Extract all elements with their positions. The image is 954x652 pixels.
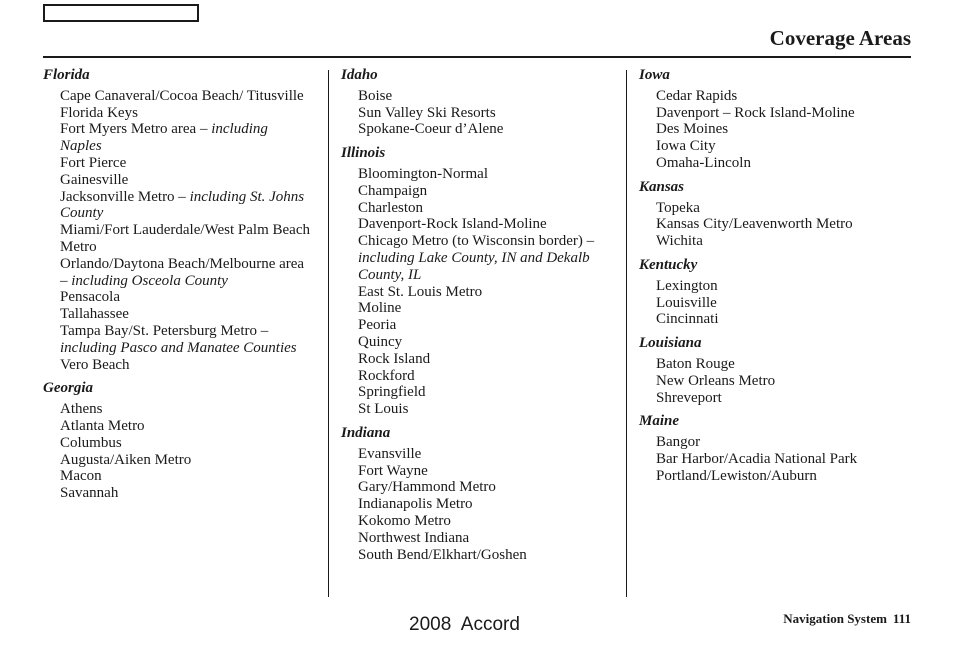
coverage-area — [43, 105, 313, 122]
area-name: Spokane-Coeur d’Alene — [358, 121, 504, 138]
area-name: Boise — [358, 87, 393, 104]
area-name: Davenport-Rock Island-Moline — [358, 216, 547, 233]
coverage-column-1 — [43, 67, 313, 502]
coverage-area — [43, 485, 313, 502]
area-name: Athens — [60, 401, 103, 418]
coverage-area — [341, 463, 611, 480]
coverage-area — [43, 155, 313, 172]
coverage-area — [341, 530, 611, 547]
coverage-area — [341, 479, 611, 496]
area-name: Fort Wayne — [358, 462, 428, 479]
state-group — [43, 380, 313, 502]
coverage-area — [639, 155, 909, 172]
coverage-area — [341, 233, 611, 283]
coverage-area — [639, 451, 909, 468]
coverage-column-3 — [639, 67, 909, 485]
area-name: Kansas City/Leavenworth Metro — [656, 216, 853, 233]
coverage-area — [43, 222, 313, 256]
area-name: Peoria — [358, 317, 397, 334]
coverage-area — [639, 105, 909, 122]
coverage-area — [341, 401, 611, 418]
coverage-area — [639, 390, 909, 407]
area-name: Rockford — [358, 367, 415, 384]
coverage-area — [341, 547, 611, 564]
coverage-area — [341, 317, 611, 334]
coverage-area — [341, 300, 611, 317]
area-name: Macon — [60, 468, 102, 485]
area-name: East St. Louis Metro — [358, 283, 483, 300]
area-name: Charleston — [358, 199, 423, 216]
state-group — [639, 179, 909, 250]
coverage-area — [341, 121, 611, 138]
column-divider — [626, 70, 627, 597]
state-heading: Georgia — [43, 380, 93, 397]
area-name: Orlando/Daytona Beach/Melbourne area – — [60, 255, 305, 289]
area-name: Kokomo Metro — [358, 512, 451, 529]
area-name: Florida Keys — [60, 104, 138, 121]
area-note: including Naples — [60, 121, 268, 155]
state-group — [639, 257, 909, 328]
area-name: Jacksonville Metro – — [60, 188, 190, 205]
area-name: Lexington — [656, 277, 718, 294]
area-name: Pensacola — [60, 289, 120, 306]
area-name: New Orleans Metro — [656, 372, 776, 389]
area-name: Vero Beach — [60, 356, 130, 373]
page-number: 111 — [892, 611, 911, 626]
coverage-area — [43, 468, 313, 485]
header-tab-box — [43, 4, 199, 22]
coverage-area — [639, 233, 909, 250]
state-group — [639, 413, 909, 484]
area-name: Portland/Lewiston/Auburn — [656, 467, 817, 484]
area-name: Columbus — [60, 434, 122, 451]
area-name: Champaign — [358, 182, 428, 199]
coverage-area — [639, 434, 909, 451]
area-name: Chicago Metro (to Wisconsin border) — [358, 233, 587, 250]
area-name: Sun Valley Ski Resorts — [358, 104, 496, 121]
state-heading: Florida — [43, 67, 90, 83]
area-name: Louisville — [656, 294, 717, 311]
coverage-area — [341, 334, 611, 351]
area-note: including St. Johns County — [60, 188, 305, 222]
area-name: Gary/Hammond Metro — [358, 479, 496, 496]
coverage-area — [43, 88, 313, 105]
area-note: – including Lake County, IN and Dekalb County, IL — [358, 233, 595, 283]
area-name: Evansville — [358, 445, 422, 462]
footer-section-label: Navigation System — [783, 611, 887, 626]
area-name: Shreveport — [656, 389, 722, 406]
coverage-area — [639, 468, 909, 485]
coverage-area — [639, 88, 909, 105]
area-name: Springfield — [358, 384, 426, 401]
state-heading: Indiana — [341, 424, 391, 441]
state-heading: Kentucky — [639, 256, 698, 273]
area-name: Tampa Bay/St. Petersburg Metro – — [60, 322, 269, 339]
state-group — [639, 335, 909, 406]
area-name: Augusta/Aiken Metro — [60, 451, 192, 468]
coverage-area — [43, 418, 313, 435]
area-note: including Osceola County — [71, 272, 228, 289]
coverage-area — [341, 368, 611, 385]
area-name: Bar Harbor/Acadia National Park — [656, 450, 858, 467]
coverage-area — [639, 373, 909, 390]
area-name: Bloomington-Normal — [358, 165, 488, 182]
area-note: including Pasco and Manatee Counties — [60, 339, 297, 356]
coverage-area — [43, 172, 313, 189]
state-group — [43, 67, 313, 373]
state-group — [341, 145, 611, 418]
coverage-area — [639, 311, 909, 328]
coverage-area — [341, 216, 611, 233]
area-name: Bangor — [656, 434, 701, 451]
coverage-area — [43, 306, 313, 323]
area-name: Fort Myers Metro area – — [60, 121, 212, 138]
coverage-area — [43, 357, 313, 374]
state-group — [341, 67, 611, 138]
coverage-area — [341, 88, 611, 105]
coverage-area — [43, 256, 313, 290]
coverage-area — [43, 189, 313, 223]
state-heading: Iowa — [639, 67, 670, 83]
coverage-area — [341, 446, 611, 463]
column-divider — [328, 70, 329, 597]
area-name: Wichita — [656, 233, 703, 250]
coverage-area — [639, 200, 909, 217]
coverage-area — [639, 278, 909, 295]
area-name: St Louis — [358, 401, 409, 418]
coverage-area — [341, 513, 611, 530]
coverage-area — [43, 435, 313, 452]
area-name: Tallahassee — [60, 306, 129, 323]
coverage-area — [341, 284, 611, 301]
header-rule — [43, 56, 911, 58]
coverage-area — [639, 295, 909, 312]
coverage-area — [639, 216, 909, 233]
coverage-area — [43, 401, 313, 418]
page-title: Coverage Areas — [769, 26, 911, 50]
area-name: Quincy — [358, 333, 403, 350]
area-name: Fort Pierce — [60, 154, 127, 171]
area-name: Cape Canaveral/Cocoa Beach/ Titusville — [60, 87, 304, 104]
area-name: Miami/Fort Lauderdale/West Palm Beach Metro — [60, 222, 310, 255]
state-heading: Maine — [639, 413, 680, 430]
area-name: Indianapolis Metro — [358, 496, 473, 513]
coverage-area — [341, 496, 611, 513]
coverage-area — [43, 452, 313, 469]
coverage-column-2 — [341, 67, 611, 563]
coverage-area — [341, 351, 611, 368]
area-name: Omaha-Lincoln — [656, 154, 751, 171]
area-name: Atlanta Metro — [60, 417, 145, 434]
area-name: Iowa City — [656, 138, 716, 155]
coverage-area — [43, 289, 313, 306]
coverage-area — [639, 121, 909, 138]
area-name: Moline — [358, 300, 402, 317]
area-name: Cincinnati — [656, 311, 719, 328]
state-group — [341, 425, 611, 563]
area-name: Baton Rouge — [656, 355, 735, 372]
coverage-area — [639, 138, 909, 155]
coverage-area — [43, 323, 313, 357]
coverage-area — [341, 105, 611, 122]
coverage-area — [341, 200, 611, 217]
state-group — [639, 67, 909, 172]
area-name: Cedar Rapids — [656, 87, 738, 104]
area-name: Des Moines — [656, 121, 729, 138]
footer-section — [783, 611, 911, 627]
area-name: Rock Island — [358, 350, 431, 367]
coverage-area — [341, 166, 611, 183]
area-name: Topeka — [656, 199, 700, 216]
coverage-area — [341, 384, 611, 401]
state-heading: Louisiana — [639, 335, 702, 352]
coverage-area — [639, 356, 909, 373]
area-name: South Bend/Elkhart/Goshen — [358, 546, 527, 563]
area-name: Davenport – Rock Island-Moline — [656, 104, 855, 121]
state-heading: Idaho — [341, 67, 378, 83]
area-name: Gainesville — [60, 171, 129, 188]
coverage-area — [43, 121, 313, 155]
coverage-area — [341, 183, 611, 200]
state-heading: Illinois — [341, 145, 386, 162]
area-name: Northwest Indiana — [358, 529, 470, 546]
state-heading: Kansas — [639, 178, 685, 195]
footer-model: 2008 Accord — [409, 614, 520, 635]
area-name: Savannah — [60, 485, 119, 502]
